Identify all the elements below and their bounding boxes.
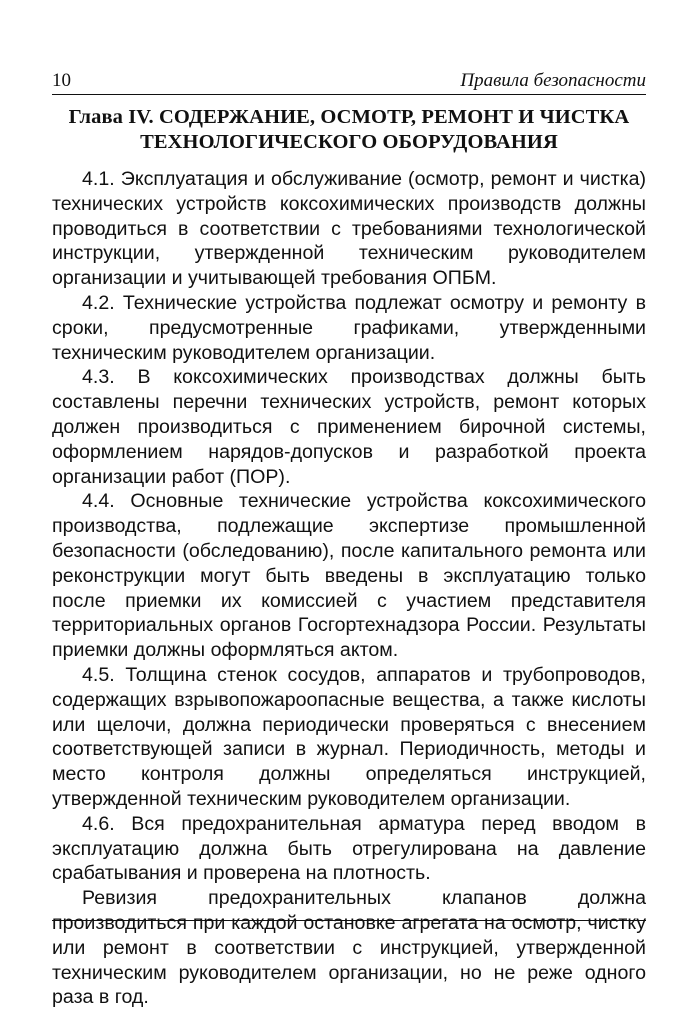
document-page <box>52 70 646 1010</box>
paragraph-4-6: 4.6. Вся предохранительная арматура перед вводом в эксплуатацию должна быть отрегулирована на давление срабатывания и проверена на плотность. <box>52 812 646 885</box>
chapter-title-line-1: Глава IV. СОДЕРЖАНИЕ, ОСМОТР, РЕМОНТ И ЧИСТКА <box>68 106 630 128</box>
paragraph-4-5: 4.5. Толщина стенок сосудов, аппаратов и трубопроводов, содержащих взрывопожароопасные вещества, а также кислоты или щелочи, должна периодически проверяться с внесением соответствующей записи в журнал. Периодичность, методы и место контроля должны определяться инструкцией, утвержденной техническим руководителем организации. <box>52 663 646 810</box>
page-number: 10 <box>52 70 71 91</box>
paragraph-4-2: 4.2. Технические устройства подлежат осмотру и ремонту в сроки, предусмотренные графиками, утвержденными техническим руководителем организации. <box>52 291 646 364</box>
paragraph-4-4: 4.4. Основные технические устройства коксохимического производства, подлежащие экспертизе промышленной безопасности (обследованию), после капитального ремонта или реконструкции могут быть введены в эксплуатацию только после приемки их комиссией с участием представителя территориальных органов Госгортехнадзора России. Результаты приемки должны оформляться актом. <box>52 490 646 662</box>
body-text <box>52 167 646 1010</box>
chapter-title-line-2: ТЕХНОЛОГИЧЕСКОГО ОБОРУДОВАНИЯ <box>140 131 558 153</box>
paragraph-4-3: 4.3. В коксохимических производствах должны быть составлены перечни технических устройств, ремонт которых должен производиться с применением бирочной системы, оформлением нарядов-допусков и разработкой проекта организации работ (ПОР). <box>52 366 646 488</box>
running-header <box>52 70 646 95</box>
paragraph-4-1: 4.1. Эксплуатация и обслуживание (осмотр, ремонт и чистка) технических устройств коксохимических производств должны проводиться в соответствии с требованиями технологической инструкции, утвержденной техническим руководителем организации и учитывающей требования ОПБМ. <box>52 168 646 290</box>
running-title: Правила безопасности <box>460 70 646 91</box>
chapter-title <box>52 105 646 155</box>
footer-rule <box>52 920 646 921</box>
paragraph-4-6-revision: Ревизия предохранительных клапанов должна производиться при каждой остановке агрегата на осмотр, чистку или ремонт в соответствии с инструкцией, утвержденной техническим руководителем организации, но не реже одного раза в год. <box>52 887 646 1009</box>
